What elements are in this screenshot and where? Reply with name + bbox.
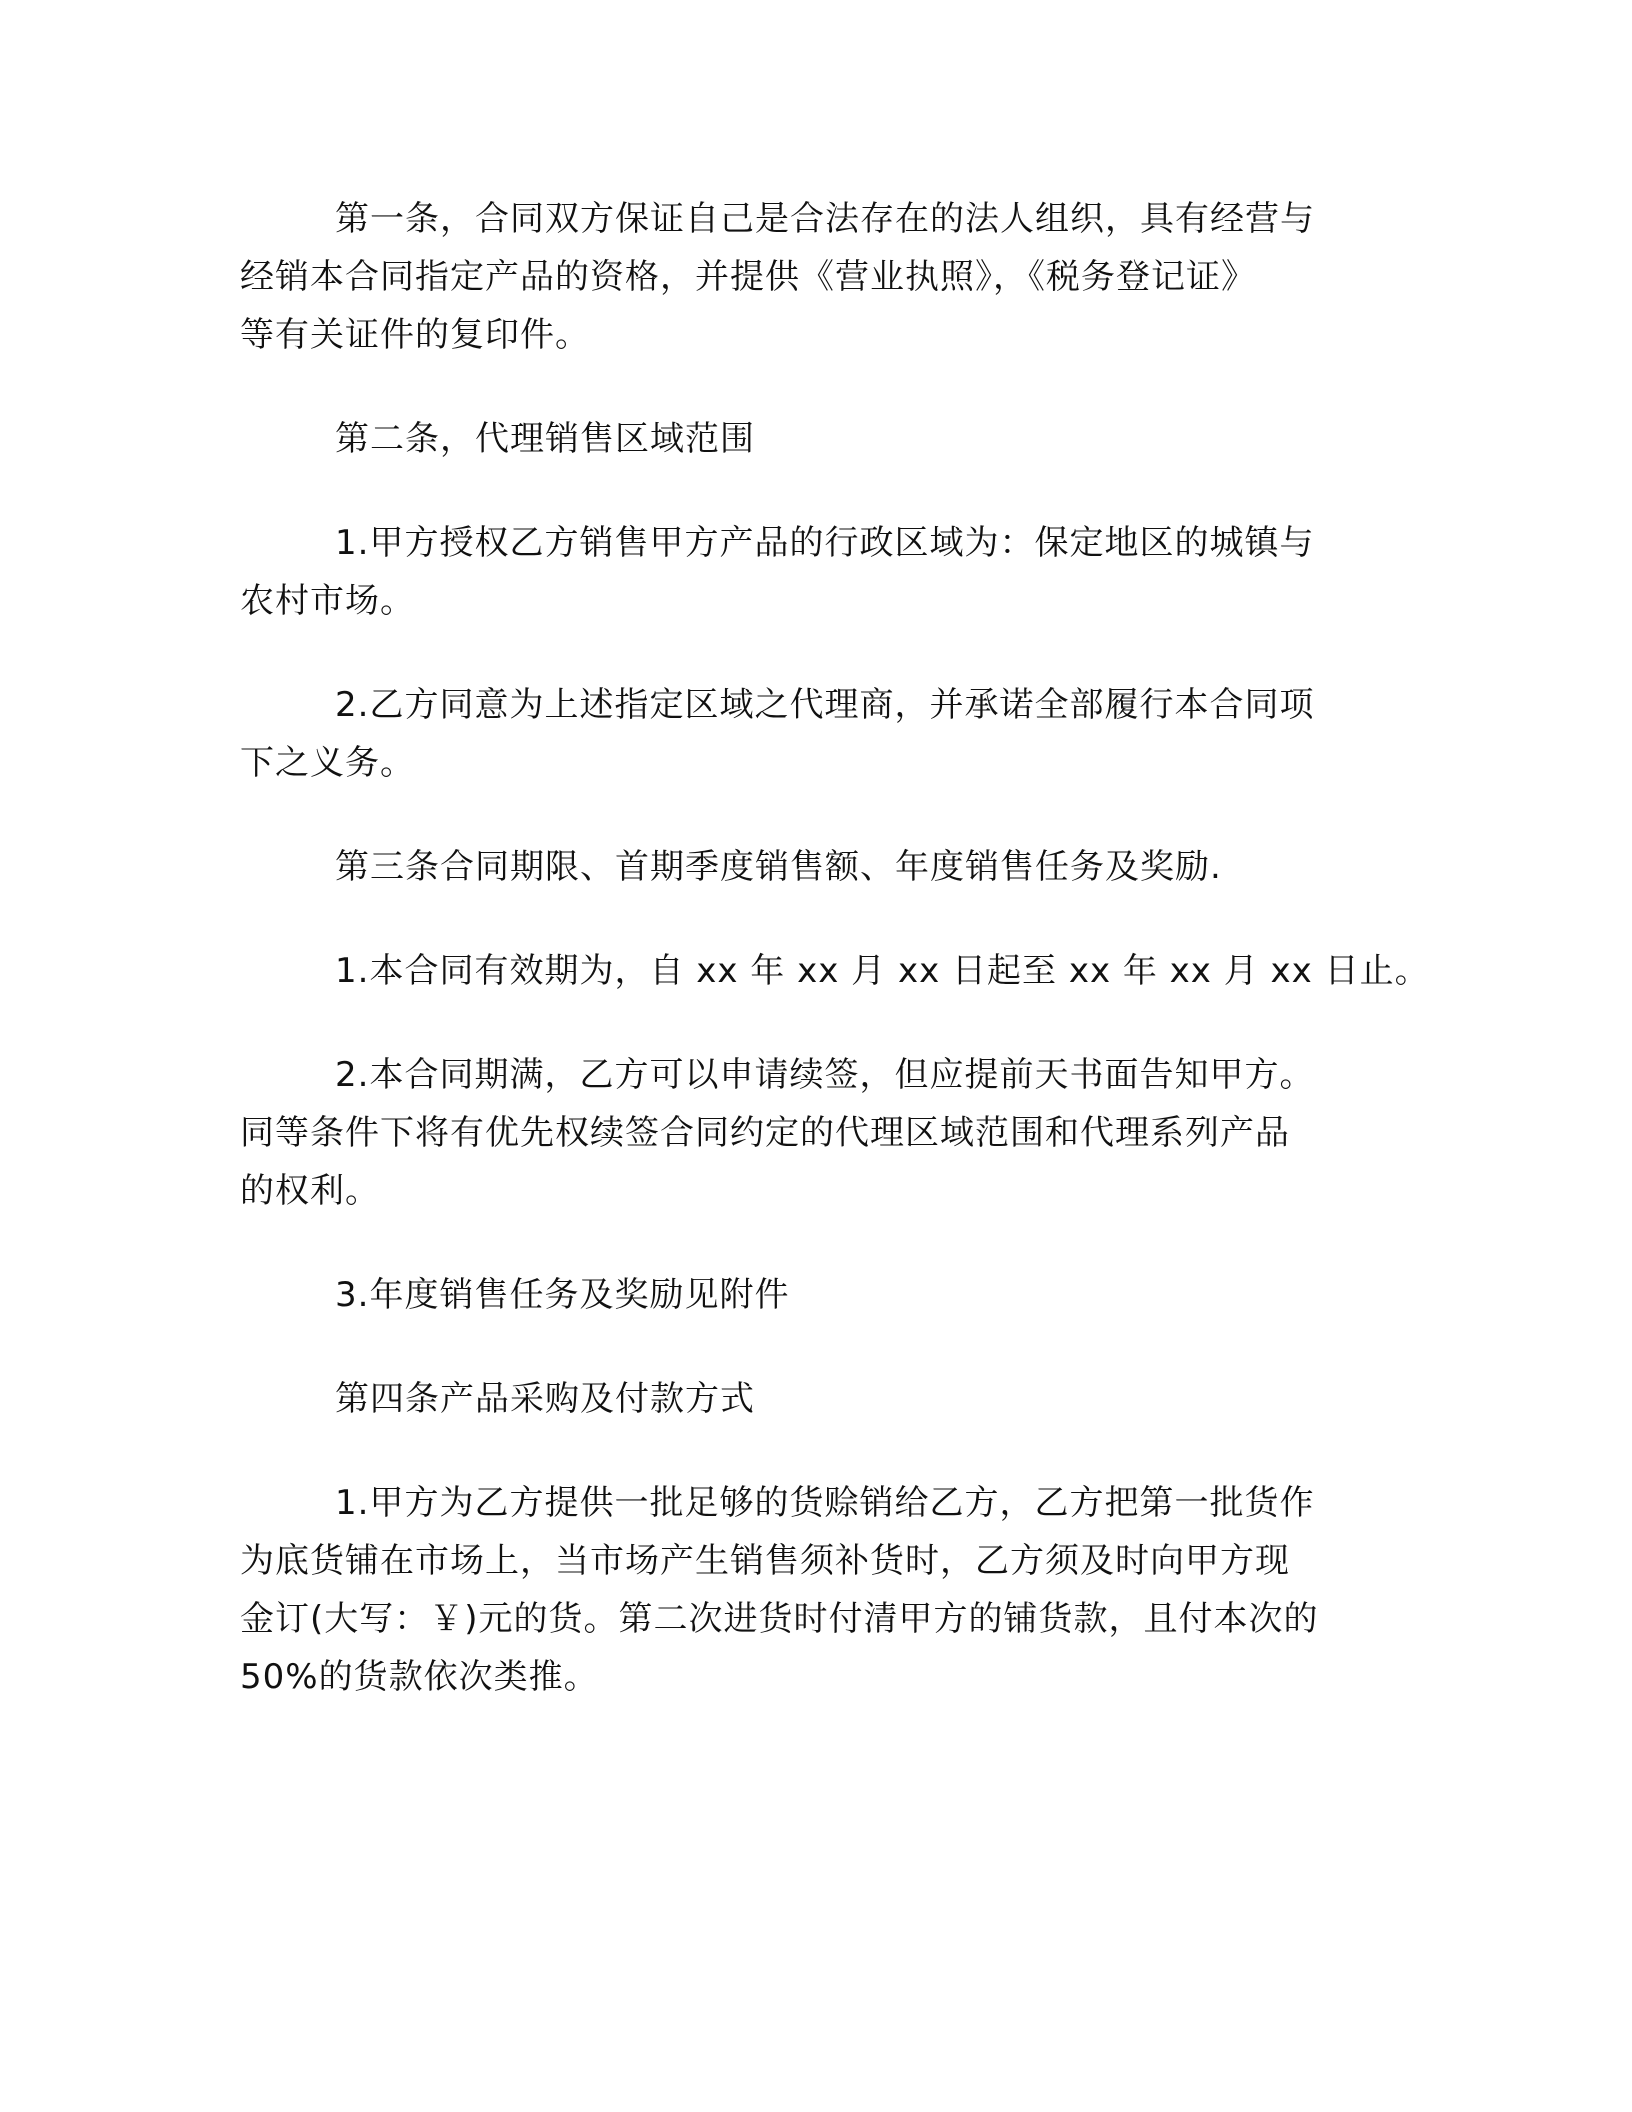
article-3-item-3 [240,1266,1400,1324]
text-line: 的权利。 [240,1171,380,1211]
text-line: 第一条，合同双方保证自己是合法存在的法人组织，具有经营与 [335,199,1315,239]
text-line: 为底货铺在市场上，当市场产生销售须补货时，乙方须及时向甲方现 [240,1541,1290,1581]
text-line: 金订(大写：￥)元的货。第二次进货时付清甲方的铺货款，且付本次的 [240,1599,1319,1639]
text-line: 同等条件下将有优先权续签合同约定的代理区域范围和代理系列产品 [240,1113,1290,1153]
text-line: 第二条，代理销售区域范围 [335,419,755,459]
text-line: 3.年度销售任务及奖励见附件 [335,1275,790,1315]
article-2-heading [240,410,1400,468]
article-3-item-2 [240,1046,1400,1220]
article-2-item-2 [240,676,1400,792]
article-3-item-1 [240,942,1430,1000]
text-line: 经销本合同指定产品的资格，并提供《营业执照》，《税务登记证》 [240,257,1256,297]
document-body [240,190,1430,1752]
article-1-paragraph [240,190,1400,364]
article-4-heading [240,1370,1400,1428]
text-line: 2.乙方同意为上述指定区域之代理商，并承诺全部履行本合同项 [335,685,1315,725]
article-3-heading [240,838,1400,896]
text-line: 下之义务。 [240,743,415,783]
text-line: 等有关证件的复印件。 [240,315,590,355]
text-line: 2.本合同期满，乙方可以申请续签，但应提前天书面告知甲方。 [335,1055,1315,1095]
text-line: 1.甲方授权乙方销售甲方产品的行政区域为：保定地区的城镇与 [335,523,1315,563]
article-2-item-1 [240,514,1400,630]
text-line: 1.甲方为乙方提供一批足够的货赊销给乙方，乙方把第一批货作 [335,1483,1315,1523]
article-4-item-1 [240,1474,1400,1706]
text-line: 50%的货款依次类推。 [240,1657,599,1697]
text-line: 第三条合同期限、首期季度销售额、年度销售任务及奖励. [335,847,1222,887]
text-line: 第四条产品采购及付款方式 [335,1379,755,1419]
text-line: 农村市场。 [240,581,415,621]
text-line: 1.本合同有效期为，自 xx 年 xx 月 xx 日起至 xx 年 xx 月 xx 日止。 [335,951,1430,991]
